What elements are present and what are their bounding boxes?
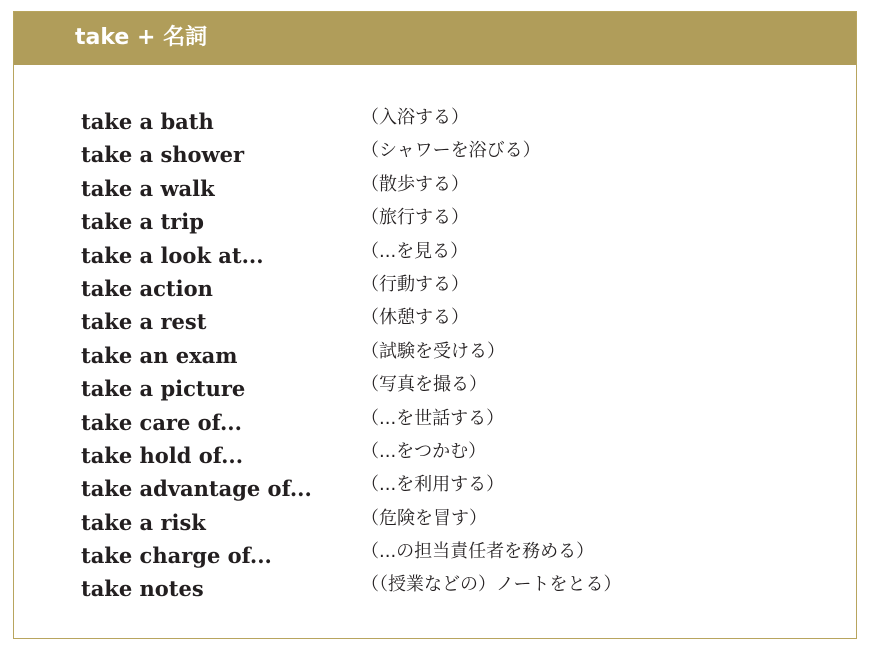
phrase-text: take a trip <box>81 209 204 235</box>
list-item <box>14 541 856 574</box>
list-item <box>14 307 856 340</box>
meaning-text: （危険を冒す） <box>361 507 487 529</box>
meaning-text: （...の担当責任者を務める） <box>361 541 595 563</box>
meaning-text: （...をつかむ） <box>361 440 487 462</box>
list-item <box>14 441 856 474</box>
vocabulary-card <box>13 11 857 639</box>
meaning-text: （写真を撮る） <box>361 374 487 396</box>
list-item <box>14 207 856 240</box>
list-item <box>14 574 856 607</box>
list-item <box>14 508 856 541</box>
phrase-text: take a rest <box>81 309 207 335</box>
card-title: take + 名詞 <box>75 25 208 50</box>
list-item <box>14 140 856 173</box>
phrase-text: take an exam <box>81 342 238 368</box>
phrase-text: take care of... <box>81 409 242 435</box>
phrase-list <box>14 107 856 608</box>
phrase-text: take advantage of... <box>81 476 312 502</box>
phrase-text: take a look at... <box>81 242 264 268</box>
phrase-text: take a bath <box>81 109 214 134</box>
meaning-text: （シャワーを浴びる） <box>361 140 541 162</box>
phrase-text: take a picture <box>81 376 246 402</box>
meaning-text: （旅行する） <box>361 207 469 229</box>
card-header <box>14 12 856 65</box>
meaning-text: （試験を受ける） <box>361 340 505 362</box>
phrase-text: take a risk <box>81 509 206 535</box>
meaning-text: （（授業などの）ノートをとる） <box>361 574 622 596</box>
list-item <box>14 274 856 307</box>
meaning-text: （...を利用する） <box>361 474 505 496</box>
phrase-text: take a shower <box>81 142 245 168</box>
phrase-text: take notes <box>81 576 204 602</box>
phrase-text: take action <box>81 275 213 301</box>
meaning-text: （入浴する） <box>361 107 469 128</box>
phrase-text: take hold of... <box>81 442 244 468</box>
meaning-text: （散歩する） <box>361 173 469 195</box>
list-item <box>14 374 856 407</box>
list-item <box>14 174 856 207</box>
list-item <box>14 241 856 274</box>
list-item <box>14 408 856 441</box>
list-item <box>14 107 856 140</box>
meaning-text: （休憩する） <box>361 307 469 329</box>
list-item <box>14 341 856 374</box>
meaning-text: （行動する） <box>361 273 469 295</box>
phrase-text: take a walk <box>81 175 215 201</box>
list-item <box>14 474 856 507</box>
meaning-text: （...を世話する） <box>361 407 505 429</box>
phrase-text: take charge of... <box>81 543 272 569</box>
meaning-text: （...を見る） <box>361 240 469 262</box>
